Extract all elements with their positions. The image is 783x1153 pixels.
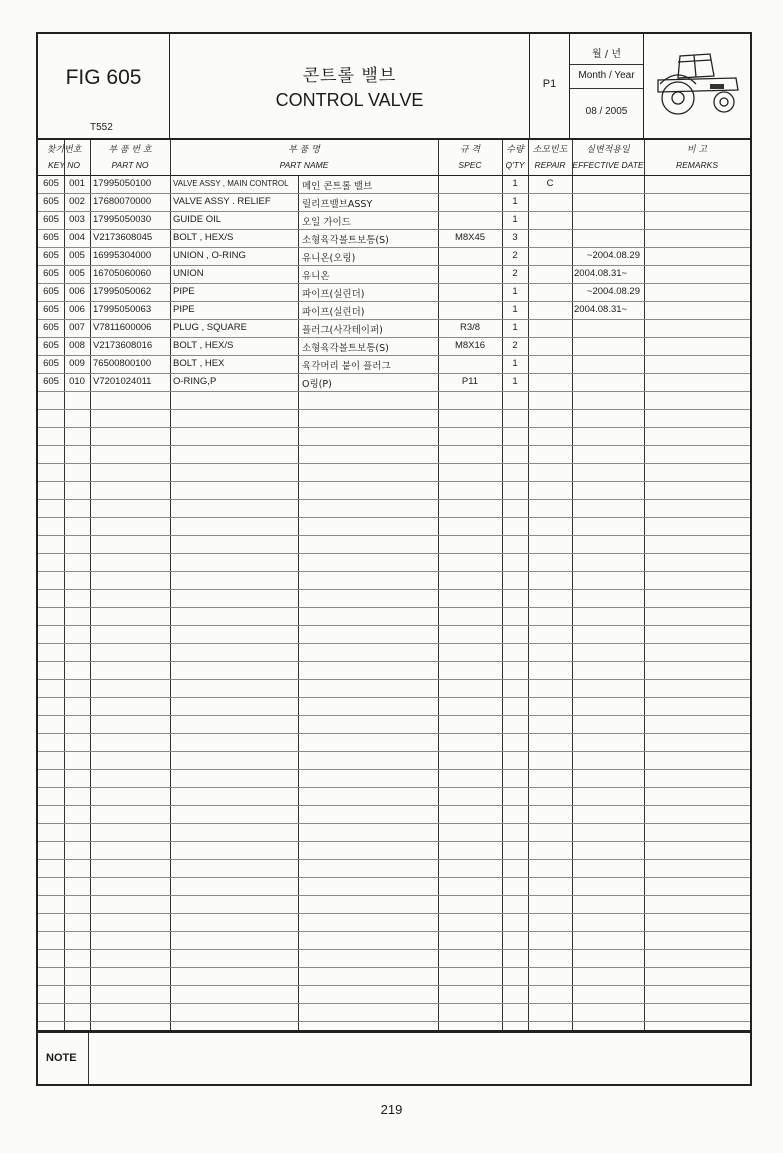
col-spec-en: SPEC — [458, 160, 482, 170]
cell-part-no: V7201024011 — [93, 376, 152, 387]
cell-part-no: 17680070000 — [93, 196, 152, 207]
cell-name-en: UNION — [173, 268, 204, 279]
cell-qty: 2 — [512, 268, 518, 279]
cell-name-en: PIPE — [173, 286, 195, 297]
note-divider — [88, 1033, 89, 1084]
table-row — [38, 518, 750, 536]
table-row — [38, 878, 750, 896]
table-row — [38, 734, 750, 752]
cell-part-no: 16705060060 — [93, 268, 152, 279]
cell-name-kr: 유니온(오링) — [302, 253, 356, 264]
cell-key: 007 — [69, 322, 85, 333]
col-spec-kr: 규 격 — [459, 145, 481, 155]
cell-name-kr: 파이프(실린더) — [302, 289, 365, 300]
table-row — [38, 374, 750, 392]
col-remarks-kr: 비 고 — [686, 145, 708, 155]
cell-key: 005 — [69, 250, 85, 261]
cell-name-en: BOLT , HEX/S — [173, 340, 234, 351]
cell-qty: 1 — [512, 376, 518, 387]
table-row — [38, 248, 750, 266]
cell-name-kr: O링(P) — [302, 379, 332, 390]
cell-fig: 605 — [43, 340, 59, 351]
table-row — [38, 392, 750, 410]
table-row — [38, 626, 750, 644]
table-row — [38, 554, 750, 572]
cell-part-no: V7811600006 — [93, 322, 152, 333]
cell-name-kr: 메인 콘트롤 밸브 — [302, 181, 373, 192]
table-row — [38, 194, 750, 212]
title-korean: 콘트롤 밸브 — [302, 66, 397, 86]
col-effdate-kr: 실변적용일 — [586, 145, 630, 155]
cell-spec: M8X45 — [454, 232, 486, 243]
cell-name-en: VALVE ASSY . RELIEF — [173, 196, 271, 207]
cell-name-en: BOLT , HEX — [173, 358, 225, 369]
cell-part-no: 17995050063 — [93, 304, 152, 315]
cell-key: 010 — [69, 376, 85, 387]
table-row — [38, 1004, 750, 1022]
table-row — [38, 932, 750, 950]
cell-qty: 1 — [512, 196, 518, 207]
cell-spec: P11 — [461, 376, 479, 387]
figure-cell — [38, 34, 170, 138]
table-row — [38, 536, 750, 554]
cell-name-kr: 릴리프밸브ASSY — [302, 199, 373, 210]
table-row — [38, 428, 750, 446]
table-row — [38, 788, 750, 806]
table-row — [38, 590, 750, 608]
cell-eff: 2004.08.31~ — [574, 304, 628, 315]
col-partname-en: PART NAME — [279, 160, 329, 170]
col-key-kr: 찾기번호 — [46, 145, 82, 155]
cell-name-en: PIPE — [173, 304, 195, 315]
col-qty-en: Q'TY — [505, 160, 525, 170]
table-row — [38, 644, 750, 662]
cell-name-kr: 육각머리 붙이 플러그 — [302, 361, 391, 372]
cell-name-en: GUIDE OIL — [173, 214, 222, 225]
table-row — [38, 338, 750, 356]
cell-name-kr: 소형육각볼트보통(S) — [302, 235, 389, 246]
table-row — [38, 608, 750, 626]
cell-eff: ~2004.08.29 — [586, 250, 640, 261]
date-divider — [570, 88, 643, 89]
cell-part-no: 17995050100 — [93, 178, 152, 189]
table-row — [38, 914, 750, 932]
note-label: NOTE — [46, 1052, 77, 1064]
table-row — [38, 500, 750, 518]
table-row — [38, 230, 750, 248]
cell-key: 002 — [69, 196, 85, 207]
page-number: 219 — [380, 1102, 403, 1117]
title-cell — [170, 34, 530, 138]
table-row — [38, 302, 750, 320]
cell-fig: 605 — [43, 178, 59, 189]
table-row — [38, 410, 750, 428]
cell-qty: 1 — [512, 304, 518, 315]
table-row — [38, 680, 750, 698]
figure-number: FIG 605 — [65, 66, 142, 89]
cell-part-no: 17995050030 — [93, 214, 152, 225]
cell-eff: 2004.08.31~ — [574, 268, 628, 279]
page-label: P1 — [542, 78, 557, 90]
cell-qty: 2 — [512, 250, 518, 261]
page-cell — [530, 34, 570, 138]
cell-repair: C — [546, 178, 554, 189]
cell-key: 006 — [69, 304, 85, 315]
table-row — [38, 860, 750, 878]
table-row — [38, 284, 750, 302]
col-repair-en: REPAIR — [534, 160, 566, 170]
cell-key: 004 — [69, 232, 85, 243]
cell-part-no: 76500800100 — [93, 358, 152, 369]
cell-name-en: PLUG , SQUARE — [173, 322, 247, 333]
cell-fig: 605 — [43, 322, 59, 333]
table-row — [38, 950, 750, 968]
cell-qty: 1 — [512, 286, 518, 297]
col-repair-kr: 소모빈도 — [532, 145, 568, 155]
table-row — [38, 716, 750, 734]
cell-spec: M8X16 — [454, 340, 486, 351]
cell-key: 008 — [69, 340, 85, 351]
cell-name-kr: 파이프(실린더) — [302, 307, 365, 318]
cell-qty: 3 — [512, 232, 518, 243]
cell-fig: 605 — [43, 268, 59, 279]
tractor-icon — [648, 48, 746, 120]
cell-qty: 1 — [512, 358, 518, 369]
col-remarks-en: REMARKS — [675, 160, 719, 170]
cell-eff: ~2004.08.29 — [586, 286, 640, 297]
tractor-illustration-cell — [644, 34, 750, 138]
table-row — [38, 752, 750, 770]
date-divider — [570, 64, 643, 65]
cell-fig: 605 — [43, 358, 59, 369]
cell-name-kr: 유니온 — [302, 271, 330, 282]
cell-key: 001 — [69, 178, 85, 189]
cell-name-en: VALVE ASSY , MAIN CONTROL — [173, 179, 289, 188]
parts-table — [36, 140, 752, 1032]
cell-fig: 605 — [43, 214, 59, 225]
table-row — [38, 806, 750, 824]
cell-fig: 605 — [43, 250, 59, 261]
table-row — [38, 266, 750, 284]
table-row — [38, 896, 750, 914]
cell-name-kr: 소형육각볼트보통(S) — [302, 343, 389, 354]
cell-key: 003 — [69, 214, 85, 225]
table-row — [38, 842, 750, 860]
cell-name-en: BOLT , HEX/S — [173, 232, 234, 243]
date-value: 08 / 2005 — [585, 106, 628, 117]
table-row — [38, 482, 750, 500]
table-row — [38, 464, 750, 482]
date-label-korean: 월 / 년 — [591, 49, 622, 60]
cell-qty: 2 — [512, 340, 518, 351]
table-row — [38, 770, 750, 788]
cell-fig: 605 — [43, 286, 59, 297]
cell-name-kr: 플러그(사각테이퍼) — [302, 325, 383, 336]
cell-name-en: UNION , O-RING — [173, 250, 246, 261]
table-row — [38, 662, 750, 680]
col-qty-kr: 수량 — [506, 145, 524, 155]
cell-fig: 605 — [43, 304, 59, 315]
table-row — [38, 572, 750, 590]
table-row — [38, 698, 750, 716]
table-row — [38, 176, 750, 194]
date-label-english: Month / Year — [578, 70, 635, 81]
date-cell — [570, 34, 644, 138]
cell-qty: 1 — [512, 322, 518, 333]
table-row — [38, 212, 750, 230]
col-key-en: KEY NO — [48, 160, 80, 170]
col-partname-kr: 부 품 명 — [288, 145, 320, 155]
cell-qty: 1 — [512, 178, 518, 189]
cell-part-no: V2173608016 — [93, 340, 153, 351]
cell-spec: R3/8 — [459, 322, 481, 333]
table-row — [38, 320, 750, 338]
title-english: CONTROL VALVE — [275, 90, 424, 110]
table-row — [38, 356, 750, 374]
catalog-header — [36, 32, 752, 140]
col-partno-en: PART NO — [111, 160, 149, 170]
table-row — [38, 968, 750, 986]
table-row — [38, 824, 750, 842]
cell-fig: 605 — [43, 376, 59, 387]
col-partno-kr: 부 품 번 호 — [108, 145, 152, 155]
cell-name-en: O-RING,P — [173, 376, 217, 387]
cell-part-no: 16995304000 — [93, 250, 152, 261]
table-row — [38, 446, 750, 464]
cell-part-no: 17995050062 — [93, 286, 152, 297]
cell-fig: 605 — [43, 196, 59, 207]
cell-qty: 1 — [512, 214, 518, 225]
cell-key: 006 — [69, 286, 85, 297]
cell-part-no: V2173608045 — [93, 232, 153, 243]
table-row — [38, 986, 750, 1004]
note-box — [36, 1032, 752, 1086]
model-code: T552 — [90, 122, 113, 133]
cell-key: 005 — [69, 268, 85, 279]
col-effdate-en: EFFECTIVE DATE — [572, 160, 644, 170]
cell-name-kr: 오일 가이드 — [302, 217, 351, 228]
cell-key: 009 — [69, 358, 85, 369]
cell-fig: 605 — [43, 232, 59, 243]
